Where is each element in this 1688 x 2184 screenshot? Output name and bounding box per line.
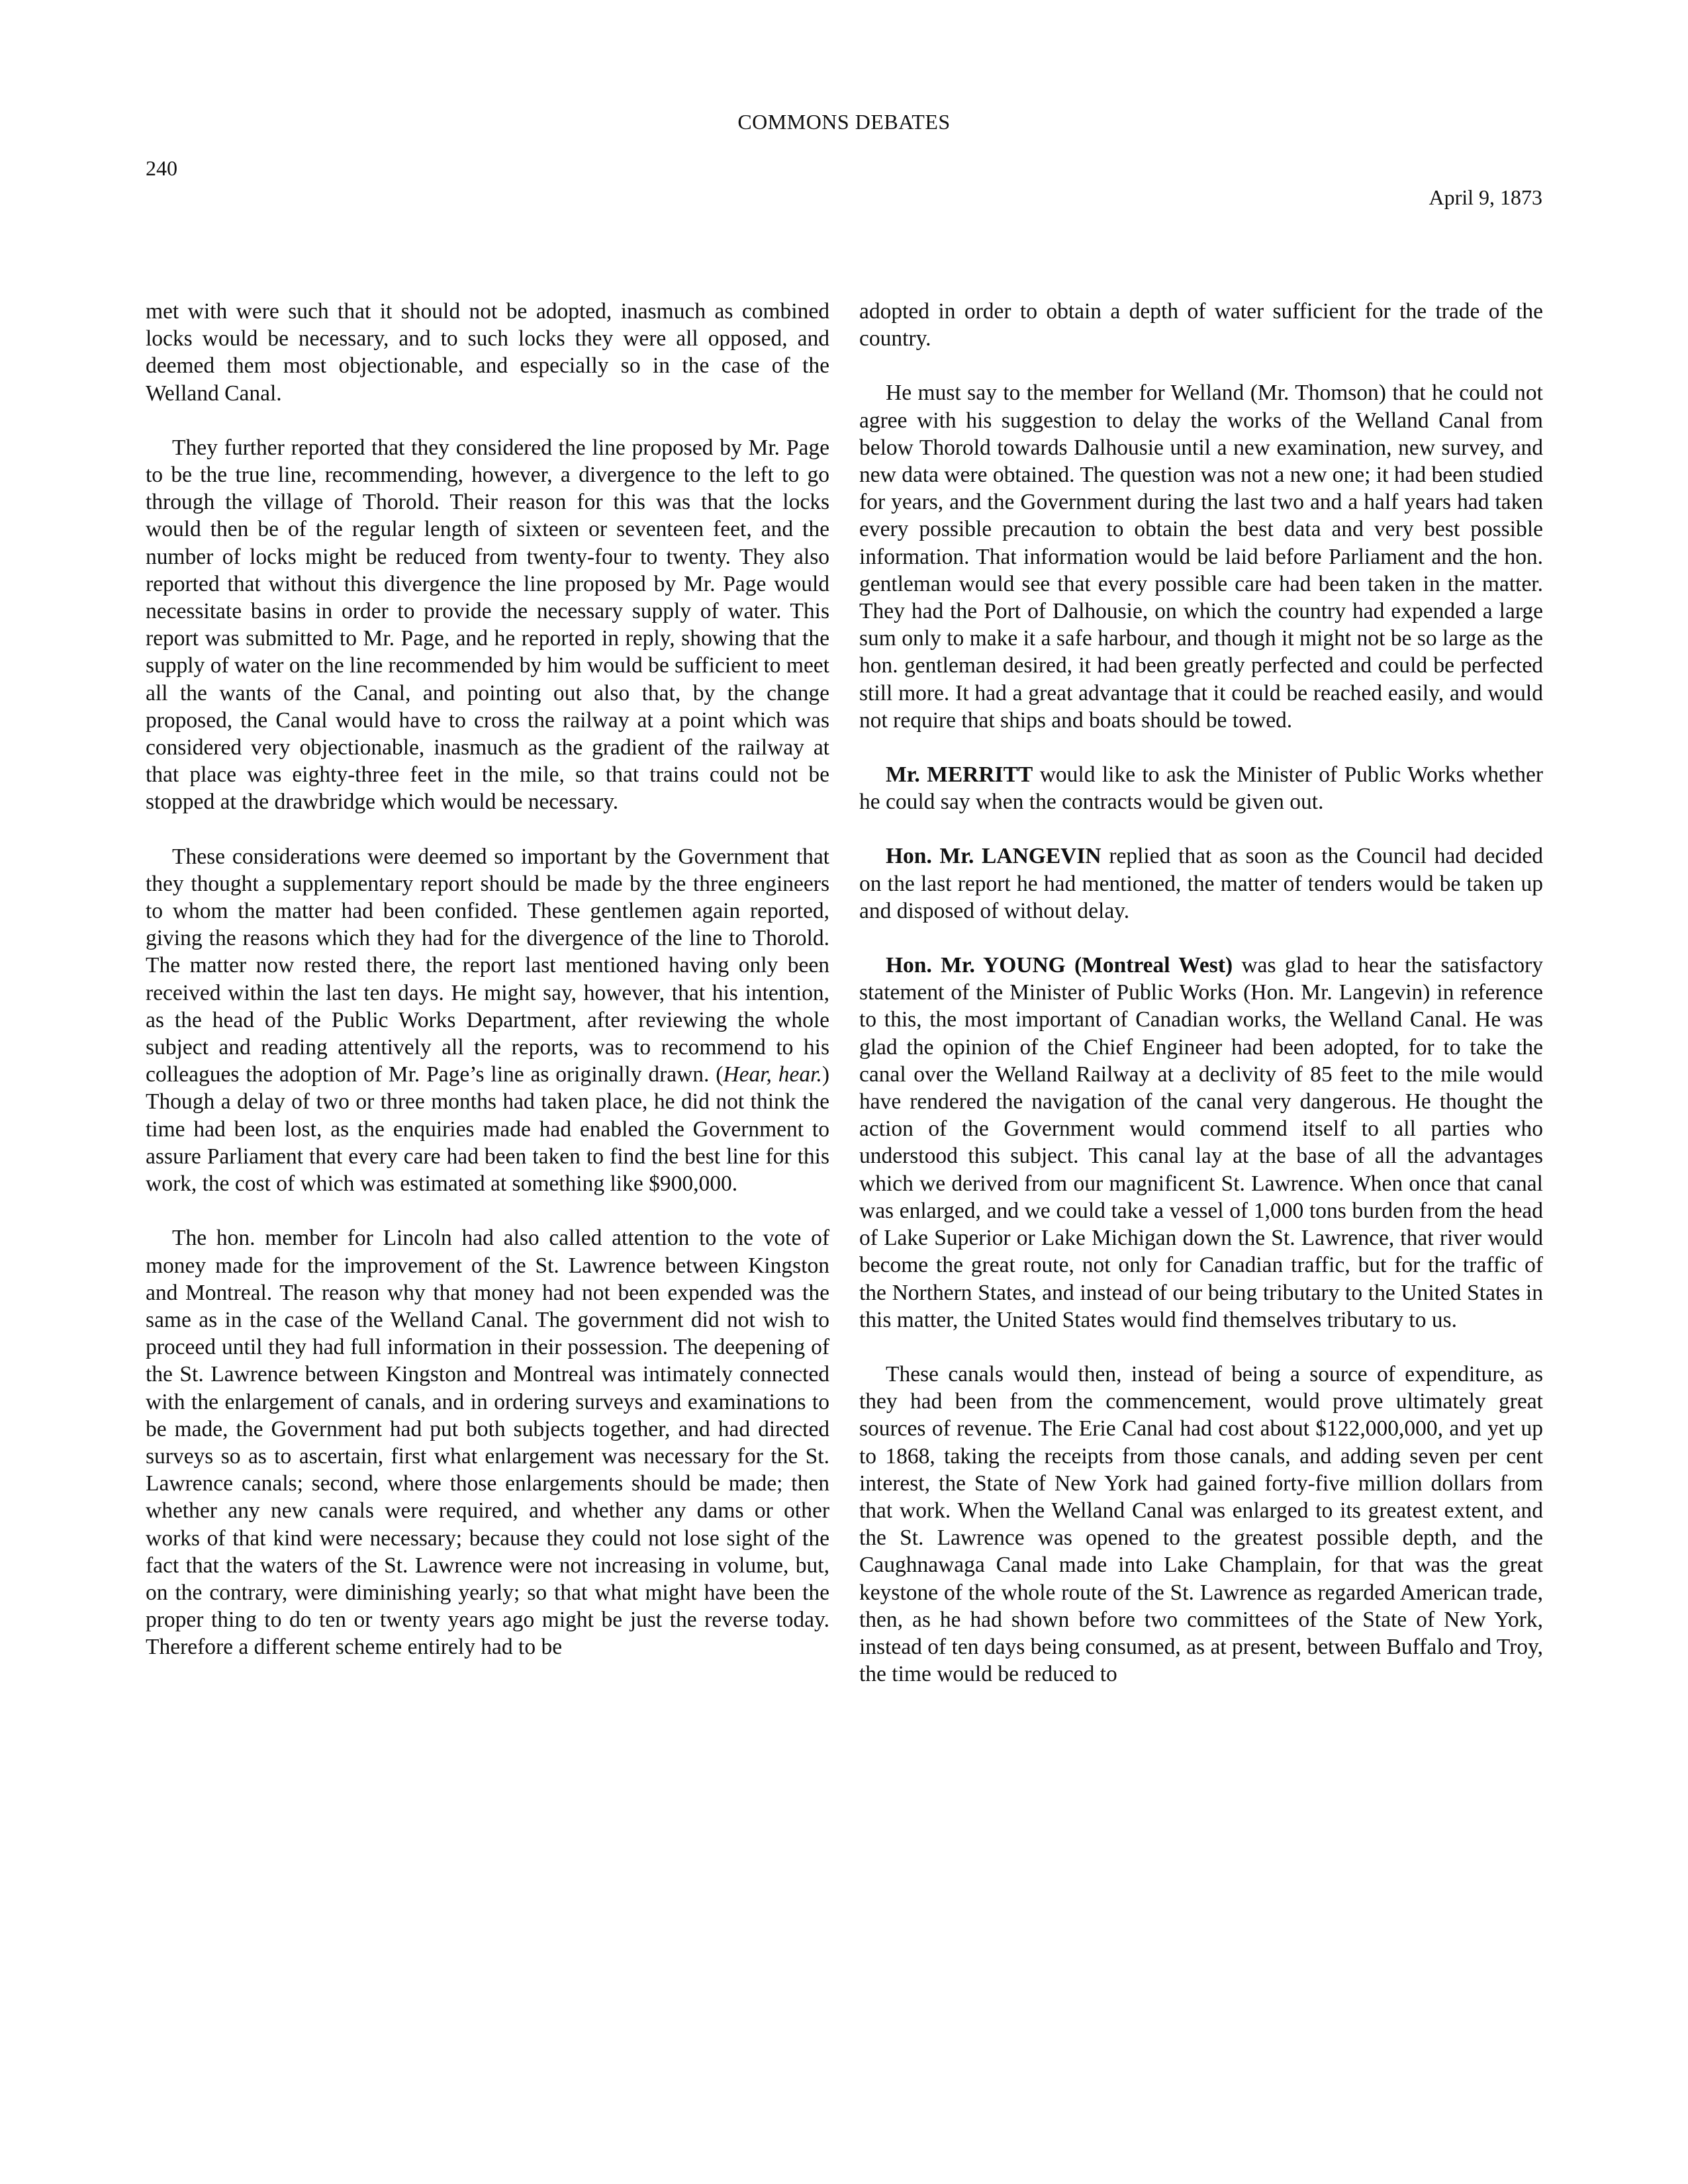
paragraph (146, 843, 829, 1198)
paragraph (859, 842, 1543, 925)
speaker-name: Mr. MERRITT (886, 762, 1033, 788)
paragraph: They further reported that they considered the line proposed by Mr. Page to be the true line, recommending, however, a divergence to the left to go through the village of Thorold. Their reason for this was that the locks would then be of the regular length of sixteen or seventeen feet, and the number of locks might be reduced from twenty-four to twenty. They also reported that without this divergence the line proposed by Mr. Page would necessitate basins in order to provide the necessary supply of water. This report was submitted to Mr. Page, and he reported in reply, showing that the supply of water on the line recommended by him would be sufficient to meet all the wants of the Canal, and pointing out also that, by the change proposed, the Canal would have to cross the railway at a point which was considered very objectionable, inasmuch as the gradient of the railway at that place was eighty-three feet in the mile, so that trains could not be stopped at the drawbridge which would be necessary. (146, 435, 829, 815)
paragraph-text: ) Though a delay of two or three months had taken place, he did not think the time had been lost, as the enquiries made had enabled the Government to assure Parliament that every care had been taken to find the best line for this work, the cost of which was estimated at something like $900,000. (146, 1062, 829, 1197)
page-number: 240 (146, 156, 177, 180)
paragraph: adopted in order to obtain a depth of water sufficient for the trade of the country. (859, 299, 1543, 351)
left-column (146, 298, 829, 1688)
paragraph-text: was glad to hear the satisfactory statement of the Minister of Public Works (Hon. Mr. Langevin) in reference to this, the most important of Canadian works, the Welland Canal. He was glad the opinion of the Chief Engineer had been adopted, for to take the canal over the Welland Railway at a declivity of 85 feet to the mile would have rendered the navigation of the canal very dangerous. He thought the action of the Government would commend itself to all parties who understood this subject. This canal lay at the base of all the advantages which we derived from our magnificent St. Lawrence. When once that canal was enlarged, and we could take a vessel of 1,000 tons burden from the head of Lake Superior or Lake Michigan down the St. Lawrence, that river would become the great route, not only for Canadian traffic, but for the traffic of the Northern States, and instead of our being tributary to the United States in this matter, the United States would find themselves tributary to us. (859, 953, 1543, 1332)
running-head: COMMONS DEBATES (737, 110, 951, 134)
paragraph (859, 761, 1543, 815)
paragraph-text: These considerations were deemed so important by the Government that they thought a supplementary report should be made by the three engineers to whom the matter had been confided. These gentlemen again reported, giving the reasons which they had for the divergence of the line to Thorold. The matter now rested there, the report last mentioned having only been received within the last ten days. He might say, however, that his intention, as the head of the Public Works Department, after reviewing the whole subject and reading attentively all the reports, was to recommend to his colleagues the adoption of Mr. Page’s line as originally drawn. ( (146, 844, 829, 1087)
paragraph: These canals would then, instead of being a source of expenditure, as they had been from the commencement, would prove ultimately great sources of revenue. The Erie Canal had cost about $122,000,000, and yet up to 1868, taking the receipts from those canals, and adding seven per cent interest, the State of New York had gained forty-five million dollars from that work. When the Welland Canal was enlarged to its greatest extent, and the St. Lawrence was opened to the greatest possible depth, and the Caughnawaga Canal made into Lake Champlain, for that was the great keystone of the whole route of the St. Lawrence as regarded American trade, then, as he had shown before two committees of the State of New York, instead of ten days being consumed, as at present, between Buffalo and Troy, the time would be reduced to (859, 1361, 1543, 1687)
paragraph: The hon. member for Lincoln had also called attention to the vote of money made for the improvement of the St. Lawrence between Kingston and Montreal. The reason why that money had not been expended was the same as in the case of the Welland Canal. The government did not wish to proceed until they had full information in their possession. The deepening of the St. Lawrence between Kingston and Montreal was intimately connected with the enlargement of canals, and in ordering surveys and examinations to be made, the Government had put both subjects together, and had directed surveys so as to ascertain, first what enlargement was necessary for the St. Lawrence canals; second, where those enlargements should be made; then whether any new canals were required, and whether any dams or other works of that kind were necessary; because they could not lose sight of the fact that the waters of the St. Lawrence were not increasing in volume, but, on the contrary, were diminishing yearly; so that what might have been the proper thing to do ten or twenty years ago might be just the reverse today. Therefore a different scheme entirely had to be (146, 1226, 829, 1660)
speaker-name: Hon. Mr. LANGEVIN (886, 844, 1102, 869)
paragraph: He must say to the member for Welland (Mr. Thomson) that he could not agree with his suggestion to delay the works of the Welland Canal from below Thorold towards Dalhousie until a new examination, new survey, and new data were obtained. The question was not a new one; it had been studied for years, and the Government during the last two and a half years had taken every possible precaution to obtain the best data and very best possible information. That information would be laid before Parliament and the hon. gentleman would see that every possible care had been taken in the matter. They had the Port of Dalhousie, on which the country had expended a large sum only to make it a safe harbour, and though it might not be so large as the hon. gentleman desired, it had been greatly perfected and could be perfected still more. It had a great advantage that it could be reached easily, and would not require that ships and boats should be towed. (859, 381, 1543, 733)
speaker-name: Hon. Mr. YOUNG (Montreal West) (886, 953, 1233, 978)
paragraph: met with were such that it should not be adopted, inasmuch as combined locks would be necessary, and to such locks they were all opposed, and deemed them most objectionable, and especially so in the case of the Welland Canal. (146, 299, 829, 406)
paragraph (859, 952, 1543, 1334)
interjection: Hear, hear. (723, 1062, 822, 1087)
right-column (859, 298, 1543, 1715)
paragraph-text: would like to ask the Minister of Public Works whether he could say when the contracts would be given out. (859, 762, 1543, 815)
paragraph-text: replied that as soon as the Council had decided on the last report he had mentioned, the matter of tenders would be taken up and disposed of without delay. (859, 844, 1543, 923)
page-date: April 9, 1873 (1429, 185, 1542, 209)
